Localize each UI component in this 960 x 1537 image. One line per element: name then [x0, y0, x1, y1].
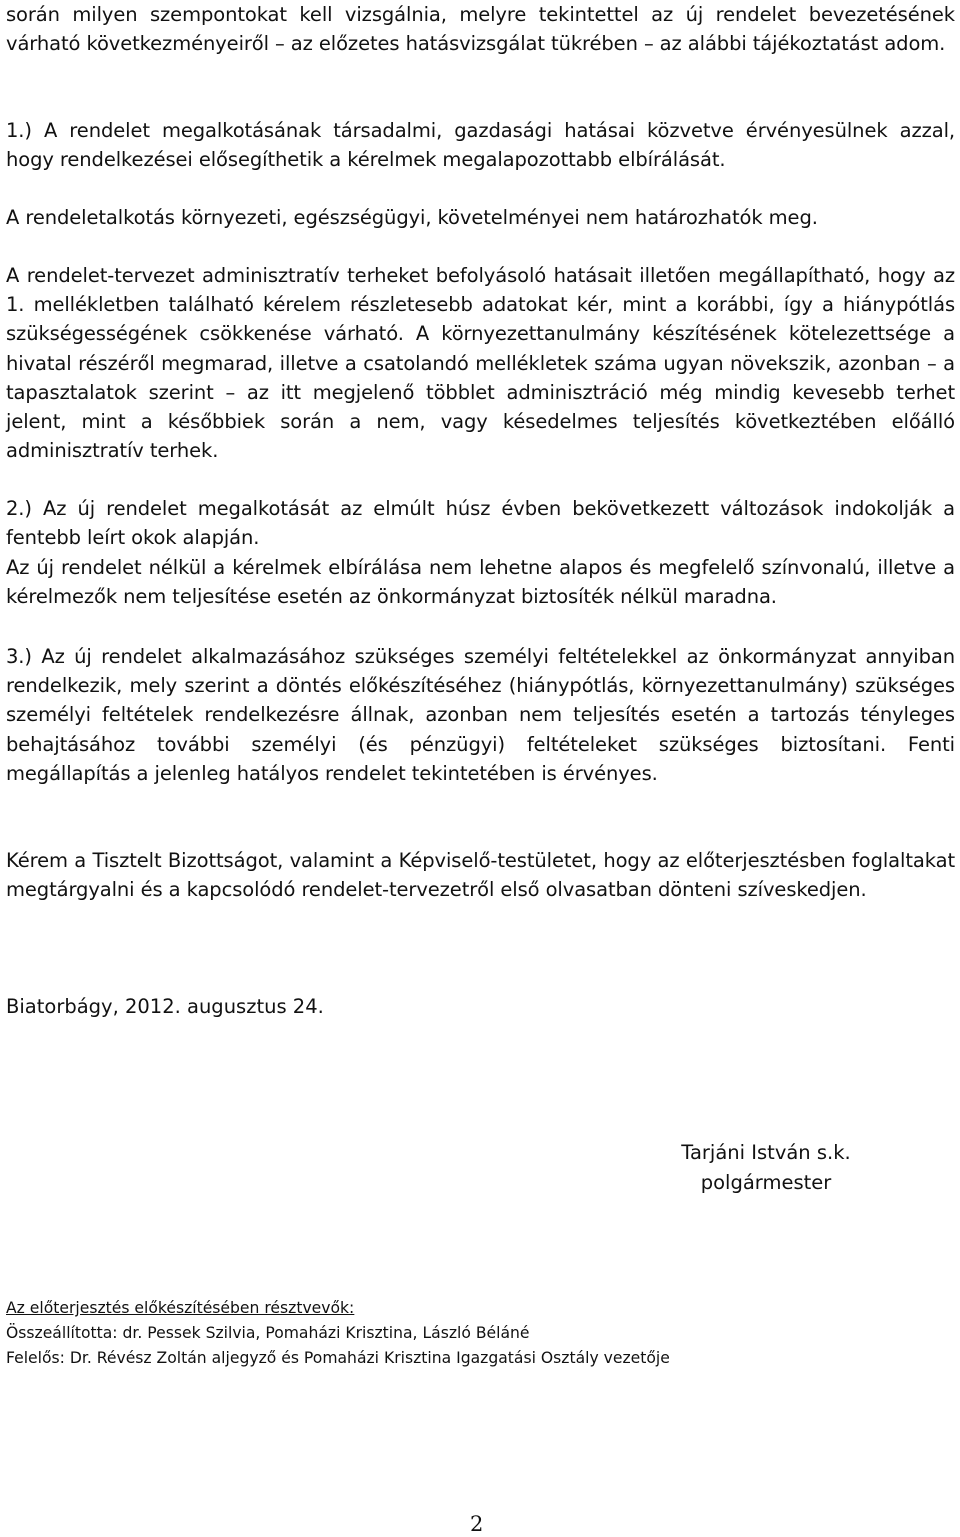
paragraph-administrative-burden: A rendelet-tervezet adminisztratív terheket befolyásoló hatásait illetően megállapítható, hogy az 1. mellékletben található kérelem részletesebb adatokat kér, mint a korábbi, így a hiánypótlás szükségességének csökkenése várható. A környezettanulmány készítésének kötelezettsége a hivatal részéről megmarad, illetve a csatolandó mellékletek száma ugyan növekszik, azonban – a tapasztalatok szerint – az itt megjelenő többlet adminisztráció még mindig kevesebb terhet jelent, mint a későbbiek során a nem, vagy késedelmes teljesítés következtében előálló adminisztratív terhek. — [6, 264, 955, 463]
preparation-block — [6, 1296, 670, 1371]
paragraph-environmental: A rendeletalkotás környezeti, egészségügyi, követelményei nem határozhatók meg. — [6, 206, 818, 229]
paragraph-point-2: 2.) Az új rendelet megalkotását az elmúlt húsz évben bekövetkezett változások indokolják a fentebb leírt okok alapján. — [6, 497, 955, 550]
page-number: 2 — [470, 1512, 484, 1536]
paragraph-point-1: 1.) A rendelet megalkotásának társadalmi, gazdasági hatásai közvetve érvényesülnek azzal, hogy rendelkezései elősegíthetik a kérelmek megalapozottabb elbírálását. — [6, 119, 955, 172]
paragraph-request: Kérem a Tisztelt Bizottságot, valamint a Képviselő-testületet, hogy az előterjesztésben foglaltakat megtárgyalni és a kapcsolódó rendelet-tervezetről első olvasatban dönteni szíveskedjen. — [6, 849, 955, 902]
place-date: Biatorbágy, 2012. augusztus 24. — [6, 995, 324, 1018]
paragraph-intro: során milyen szempontokat kell vizsgálnia, melyre tekintettel az új rendelet bevezetésének várható következményeiről – az előzetes hatásvizsgálat tükrében – az alábbi tájékoztatást adom. — [6, 3, 955, 56]
compiled-by: Összeállította: dr. Pessek Szilvia, Pomaházi Krisztina, László Béláné — [6, 1324, 530, 1342]
responsible-person: Felelős: Dr. Révész Zoltán aljegyző és Pomaházi Krisztina Igazgatási Osztály vezetője — [6, 1349, 670, 1367]
paragraph-without-regulation: Az új rendelet nélkül a kérelmek elbírálása nem lehetne alapos és megfelelő színvonalú, illetve a kérelmezők nem teljesítése esetén az önkormányzat biztosíték nélkül maradna. — [6, 556, 955, 609]
paragraph-point-3: 3.) Az új rendelet alkalmazásához szükséges személyi feltételekkel az önkormányzat annyiban rendelkezik, mely szerint a döntés előkészítéséhez (hiánypótlás, környezettanulmány) szükséges személyi feltételek rendelkezésre állnak, azonban nem teljesítés esetén a tartozás tényleges behajtásához további személyi (és pénzügyi) feltételeket szükséges biztosítani. Fenti megállapítás a jelenleg hatályos rendelet tekintetében is érvényes. — [6, 645, 955, 785]
preparation-heading: Az előterjesztés előkészítésében résztvevők: — [6, 1299, 355, 1317]
signatory-title: polgármester — [700, 1170, 832, 1194]
signature-block — [668, 1138, 864, 1197]
signatory-name: Tarjáni István s.k. — [681, 1141, 851, 1164]
